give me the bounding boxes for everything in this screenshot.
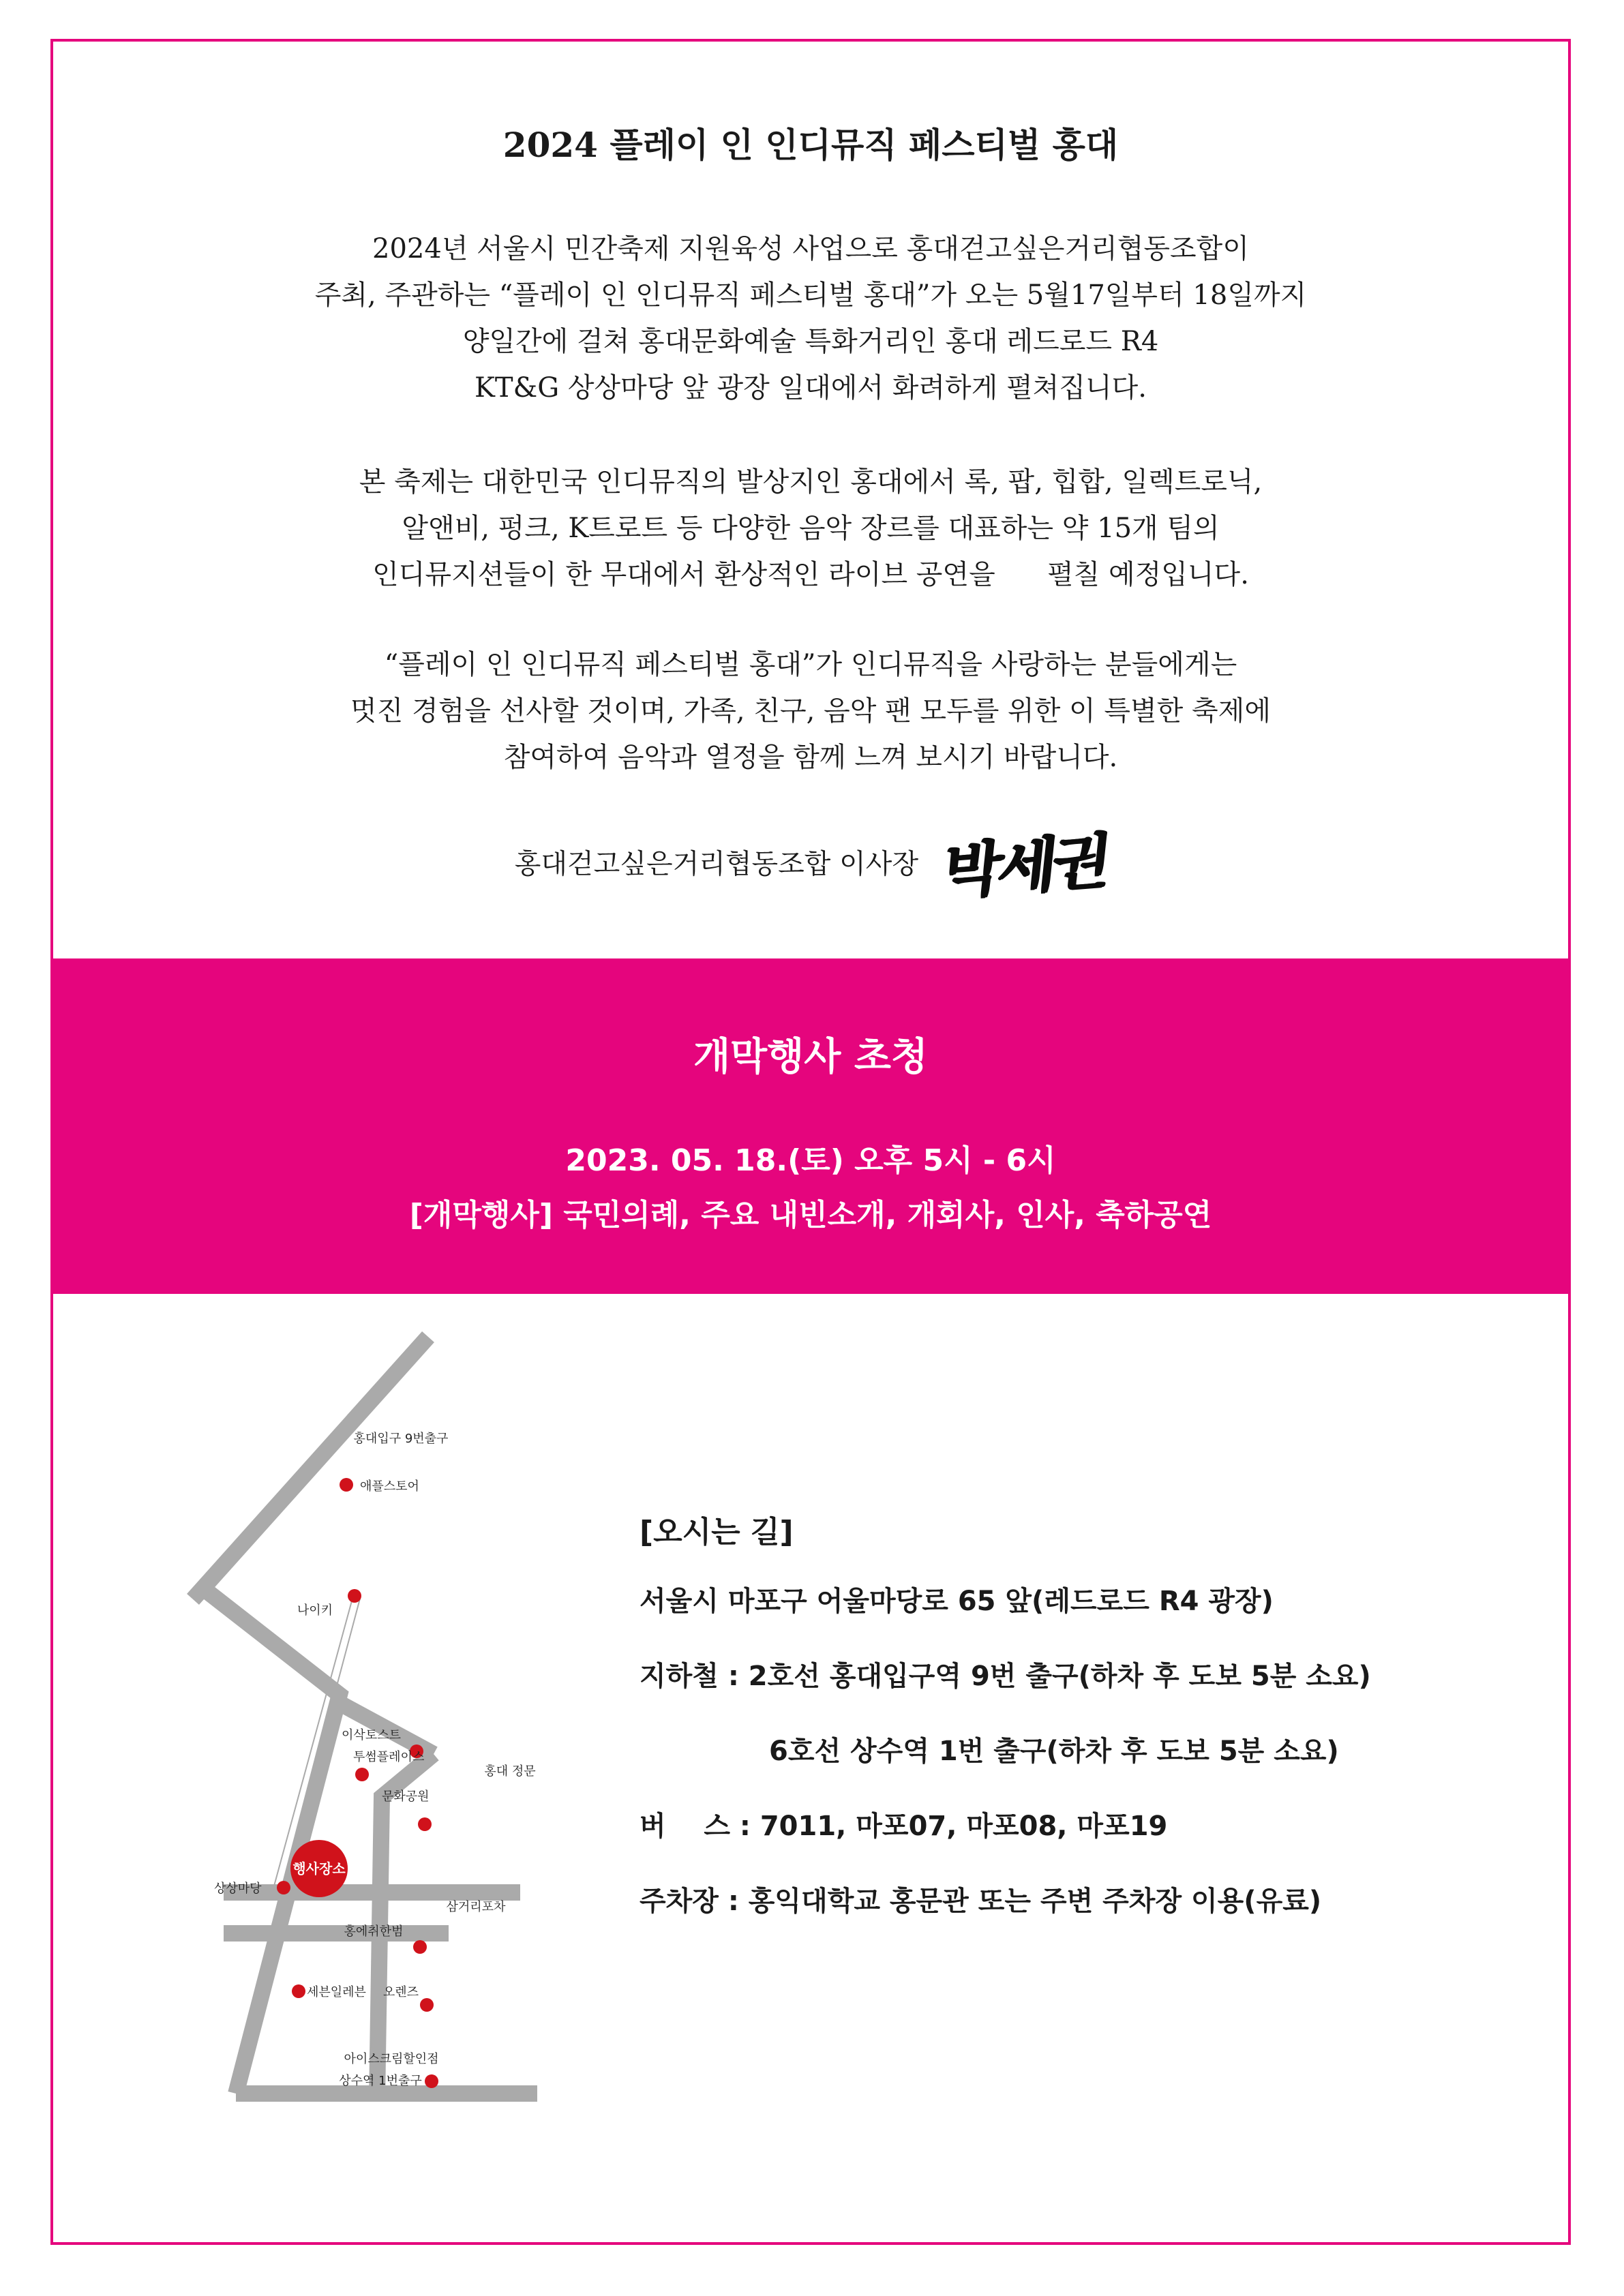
label-twosome: 투썸플레이스	[353, 1750, 425, 1764]
marker-hongeu	[413, 1940, 427, 1954]
event-heading: 개막행사 초청	[693, 1035, 929, 1079]
text-line: “플레이 인 인디뮤직 페스티벌 홍대”가 인디뮤직을 사랑하는 분들에게는	[384, 649, 1237, 680]
signature-title: 홍대걷고싶은거리협동조합 이사장	[514, 848, 919, 880]
subway-line-1	[640, 1656, 1526, 1731]
intro-paragraph-1	[53, 226, 1568, 411]
marker-seven	[292, 1984, 305, 1998]
signature-block	[53, 819, 1568, 905]
label-exit9: 홍대입구 9번출구	[353, 1432, 449, 1446]
signature-handwritten: 박세권	[939, 825, 1111, 907]
label-isaac: 이삭토스트	[342, 1728, 401, 1742]
marker-nike	[348, 1589, 361, 1603]
label-culture-park: 문화공원	[382, 1789, 430, 1804]
label-hongeu: 홍에취한범	[344, 1924, 404, 1939]
subway-line-2: 6호선 상수역 1번 출구(하차 후 도보 5분 소요)	[769, 1736, 1339, 1767]
event-banner	[53, 958, 1568, 1294]
intro-paragraph-3	[53, 641, 1568, 781]
event-datetime: 2023. 05. 18.(토) 오후 5시 - 6시	[565, 1143, 1056, 1178]
marker-culture-park	[418, 1817, 432, 1831]
directions-section	[640, 1507, 1526, 1956]
bus-info: 7011, 마포07, 마포08, 마포19	[760, 1811, 1168, 1842]
text-line: 주최, 주관하는 “플레이 인 인디뮤직 페스티벌 홍대”가 오는 5월17일부터 18일까지	[314, 280, 1307, 311]
label-seven: 세븐일레븐	[307, 1985, 366, 1999]
label-nike: 나이키	[297, 1603, 333, 1618]
marker-orange	[420, 1998, 434, 2012]
label-pocha: 삼거리포차	[446, 1900, 506, 1914]
text-line: 참여하여 음악과 열정을 함께 느껴 보시기 바랍니다.	[503, 742, 1118, 773]
event-program: [개막행사] 국민의례, 주요 내빈소개, 개회사, 인사, 축하공연	[409, 1198, 1212, 1233]
label-icecream: 아이스크림할인점	[344, 2052, 439, 2066]
parking-label: 주차장 :	[640, 1886, 749, 1917]
poster-frame	[50, 39, 1571, 2245]
label-sangsang: 상상마당	[214, 1882, 262, 1896]
text-line: KT&G 상상마당 앞 광장 일대에서 화려하게 펼쳐집니다.	[475, 372, 1147, 404]
page-title: 2024 플레이 인 인디뮤직 페스티벌 홍대	[502, 125, 1119, 165]
marker-apple	[340, 1478, 353, 1492]
text-line: 멋진 경험을 선사할 것이며, 가족, 친구, 음악 팬 모두를 위한 이 특별한 축제에	[350, 695, 1271, 727]
road-diagonal-north	[193, 1337, 428, 1599]
label-apple: 애플스토어	[360, 1479, 419, 1494]
subway-label: 지하철 :	[640, 1661, 749, 1692]
directions-title: [오시는 길]	[640, 1515, 794, 1550]
bus-label: 버 스 :	[640, 1811, 760, 1842]
text-line: 2024년 서울시 민간축제 지원육성 사업으로 홍대걷고싶은거리협동조합이	[372, 233, 1249, 265]
text-line: 본 축제는 대한민국 인디뮤직의 발상지인 홍대에서 록, 팝, 힙합, 일렉트로닉,	[359, 466, 1263, 498]
text-line: 인디뮤지션들이 한 무대에서 환상적인 라이브 공연을 펼칠 예정입니다.	[372, 559, 1249, 590]
marker-sangsu-exit	[425, 2074, 438, 2088]
marker-sangsang	[277, 1881, 290, 1894]
parking-info: 홍익대학교 홍문관 또는 주변 주차장 이용(유료)	[748, 1886, 1322, 1917]
location-map	[149, 1323, 571, 2134]
text-line: 알앤비, 펑크, K트로트 등 다양한 음악 장르를 대표하는 약 15개 팀의	[402, 513, 1220, 544]
address: 서울시 마포구 어울마당로 65 앞(레드로드 R4 광장)	[640, 1586, 1274, 1617]
road-west	[200, 1586, 340, 2094]
label-hongik-gate: 홍대 정문	[484, 1764, 536, 1779]
intro-paragraph-2	[53, 459, 1568, 598]
venue-label: 행사장소	[292, 1860, 346, 1877]
text-line: 양일간에 걸쳐 홍대문화예술 특화거리인 홍대 레드로드 R4	[462, 326, 1159, 357]
label-orange: 오렌즈	[382, 1985, 419, 1999]
parking-line	[640, 1881, 1526, 1956]
bus-line	[640, 1806, 1526, 1881]
label-sangsu-exit: 상수역 1번출구	[339, 2074, 422, 2088]
subway-info-1: 2호선 홍대입구역 9번 출구(하차 후 도보 5분 소요)	[748, 1661, 1371, 1692]
marker-twosome	[355, 1768, 369, 1781]
